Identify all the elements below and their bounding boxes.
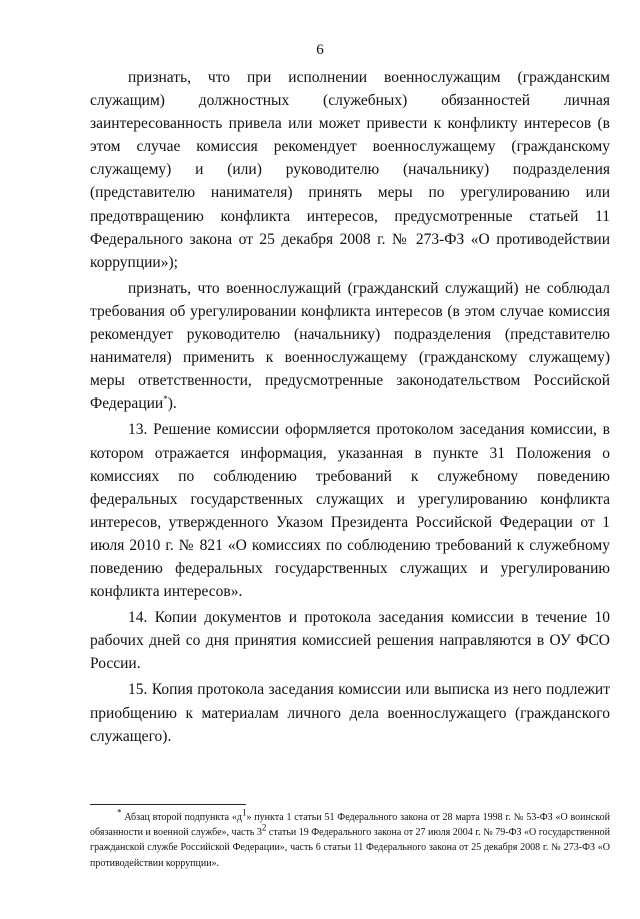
paragraph-text: признать, что военнослужащий (гражданский служащий) не соблюдал требования об урегулировании конфликта интересов (в этом случае комиссия рекомендует руководителю (начальнику) подразделения (представителю нанимателя) применить к военнослужащему (гражданскому служащему) меры ответственности, предусмотренные законодательством Российской Федерации [90,279,610,413]
footnote-text: статьи 19 Федерального закона от 27 июля 2004 г. № 79-ФЗ «О государственной гражданской службе Российской Федерации», часть 6 статьи 11 Федерального закона от 25 декабря 2008 г. № 273-ФЗ «О противодействии коррупции». [90,827,610,869]
page-number: 6 [316,42,324,58]
paragraph-text: 14. Копии документов и протокола заседания комиссии в течение 10 рабочих дней со дня принятия комиссией решения направляются в ОУ ФСО России. [90,609,610,673]
footnote-superscript: 2 [261,822,267,833]
footnote [90,807,610,871]
paragraph-14 [90,606,610,675]
footnote-separator [90,804,246,805]
paragraph-text-end: ). [167,395,177,413]
body-text [90,66,610,751]
footnote-marker: * [117,807,122,818]
footnote-superscript: 1 [241,807,247,818]
paragraph-noncompliance [90,277,610,416]
footnote-text: Абзац второй подпункта «д [121,812,242,823]
paragraph-text: 15. Копия протокола заседания комиссии или выписка из него подлежит приобщению к материалам личного дела военнослужащего (гражданского служащего). [90,681,610,745]
paragraph-text: признать, что при исполнении военнослужащим (гражданским служащим) должностных (служебных) обязанностей личная заинтересованность привела или может привести к конфликту интересов (в этом случае комиссия рекомендует военнослужащему (гражданскому служащему) и (или) руководителю (начальнику) подразделения (представителю нанимателя) принять меры по урегулированию или предотвращению конфликта интересов, предусмотренные статьей 11 Федерального закона от 25 декабря 2008 г. № 273-ФЗ «О противодействии коррупции»); [90,69,610,271]
footnote-reference: * [163,394,168,405]
paragraph-text: 13. Решение комиссии оформляется протоколом заседания комиссии, в котором отражается информация, указанная в пункте 31 Положения о комиссиях по соблюдению требований к служебному поведению федеральных государственных служащих и урегулированию конфликта интересов, утвержденного Указом Президента Российской Федерации от 1 июля 2010 г. № 821 «О комиссиях по соблюдению требований к служебному поведению федеральных государственных служащих и урегулированию конфликта интересов». [90,421,610,601]
footnote-text: » пункта 1 статьи 51 Федерального закона от 28 марта 1998 г. № 53-ФЗ «О воинской обязанности и военной службе», часть 3 [90,812,610,839]
paragraph-15 [90,678,610,747]
paragraph-13 [90,418,610,603]
paragraph-conflict-recommendation [90,66,610,274]
